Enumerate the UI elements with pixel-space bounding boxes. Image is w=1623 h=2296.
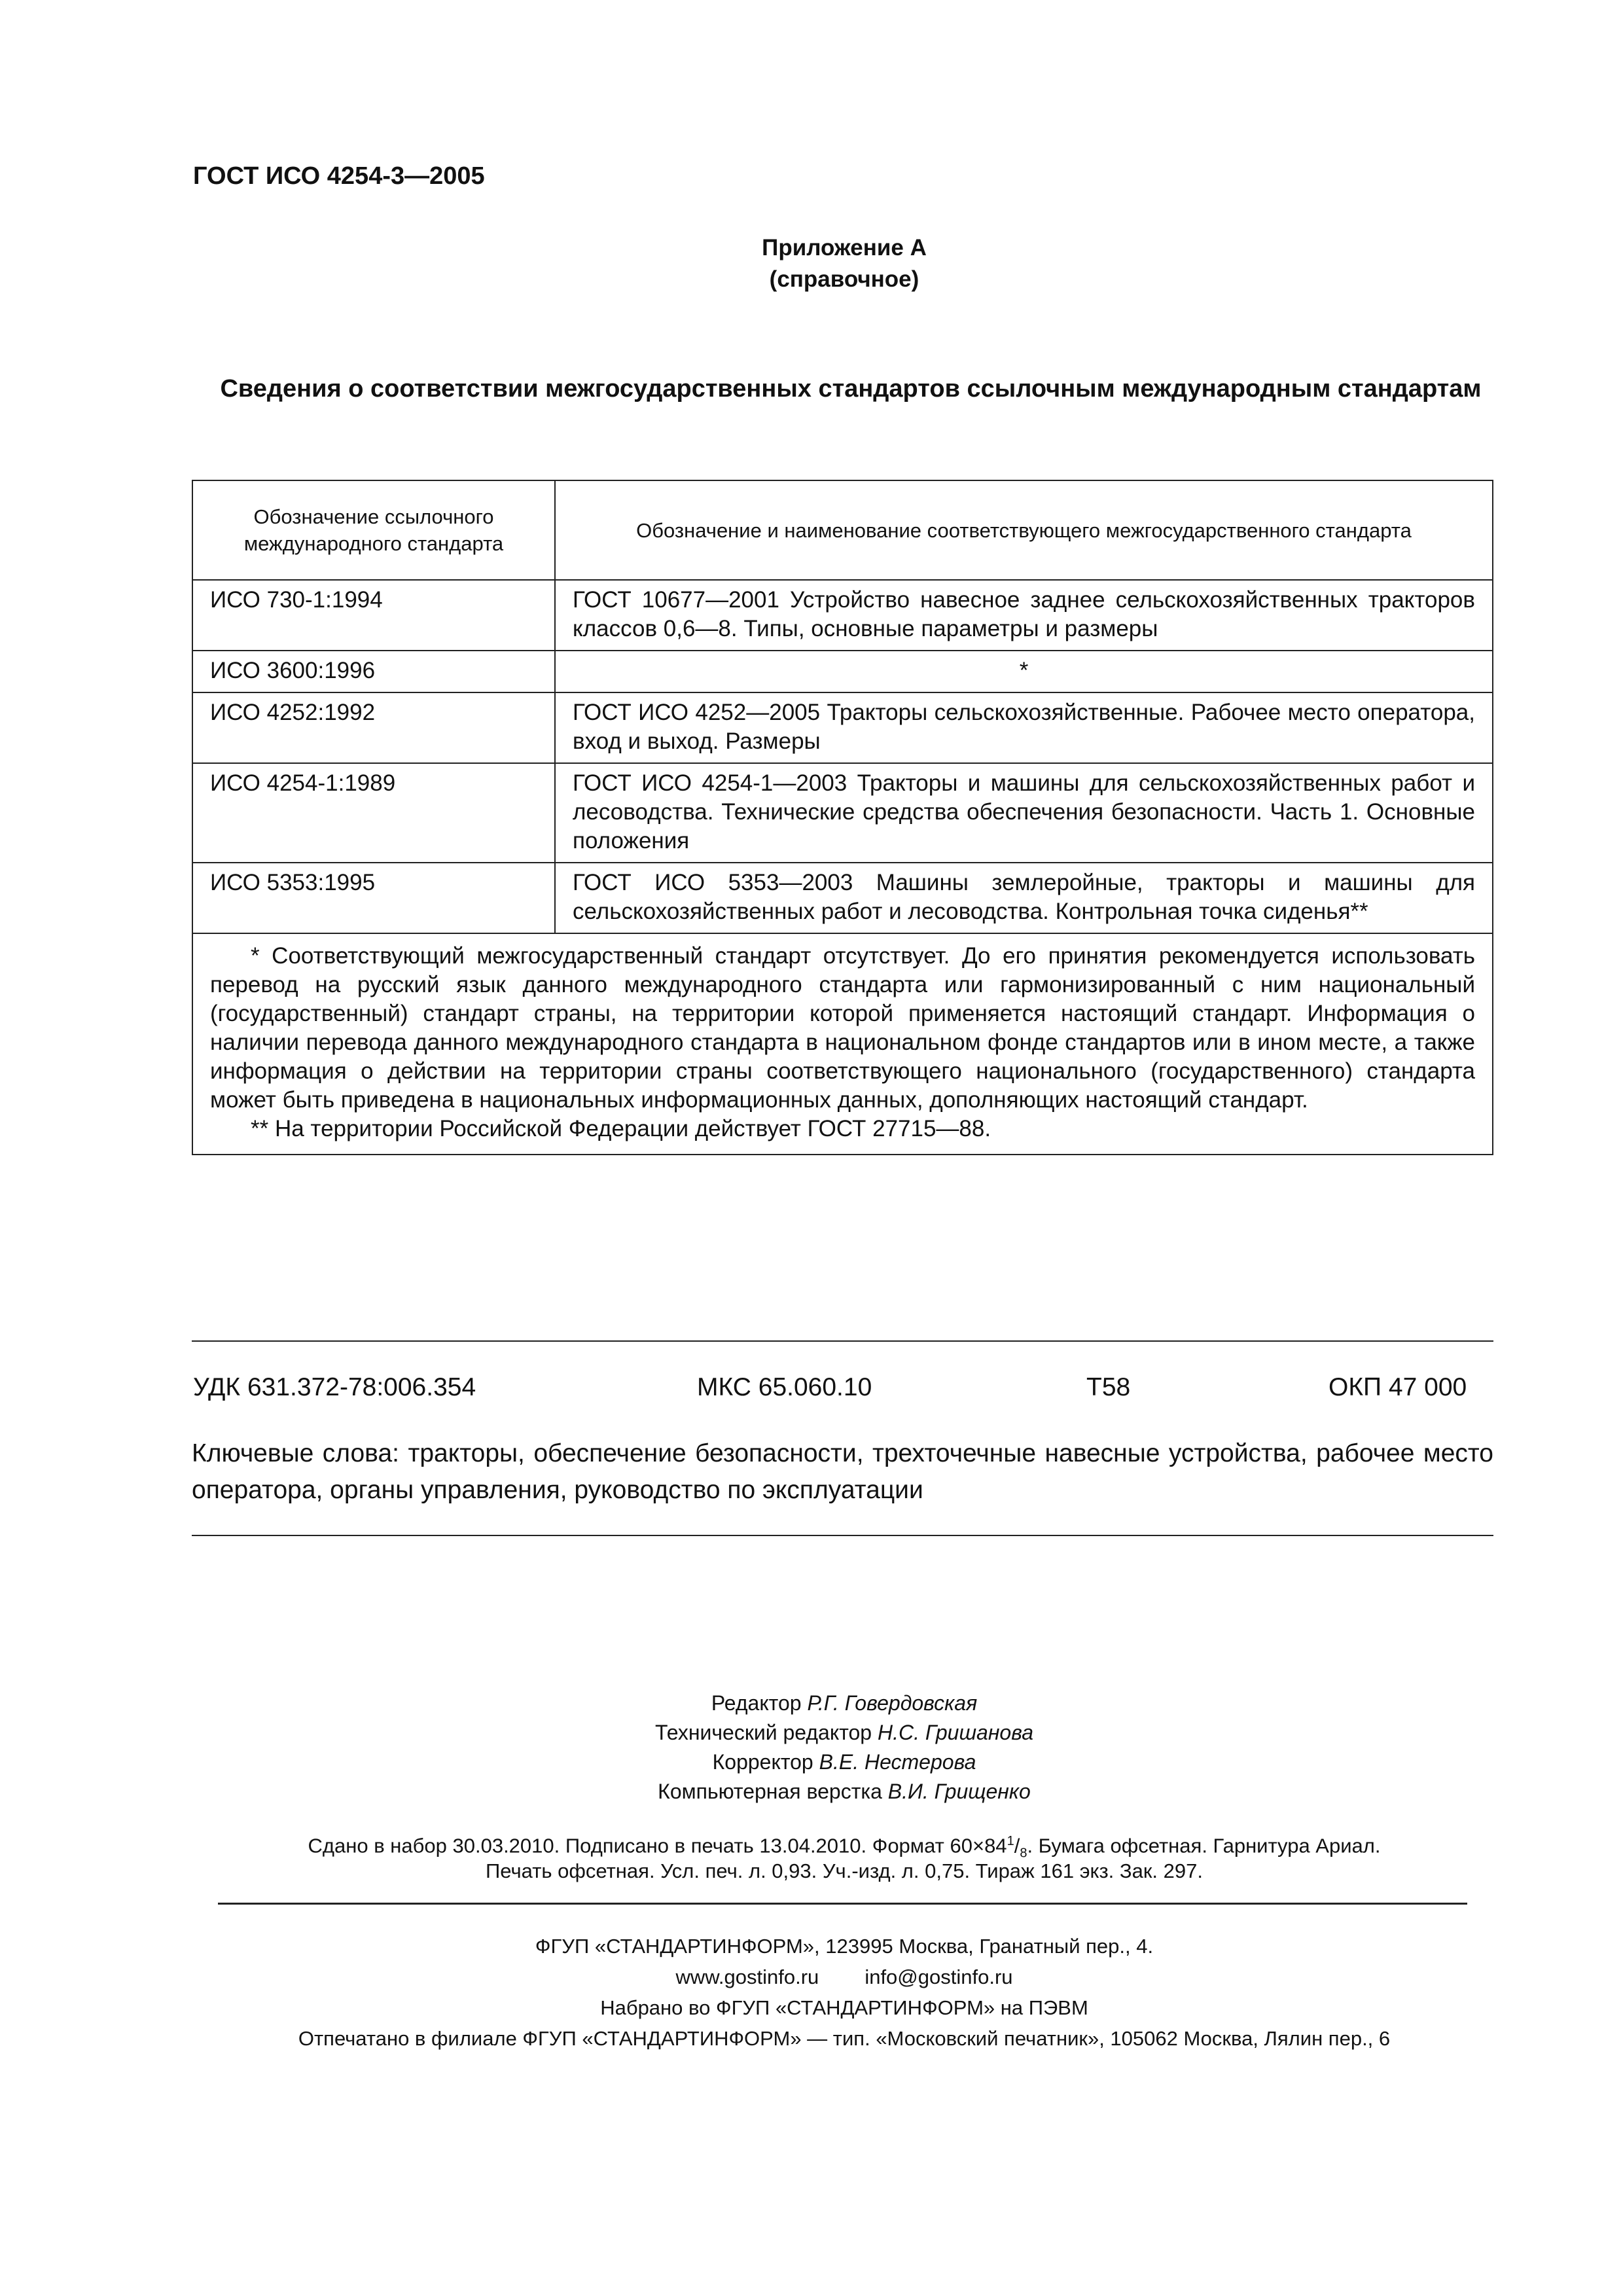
annex-type: (справочное)	[769, 266, 919, 292]
typeset-info: Набрано во ФГУП «СТАНДАРТИНФОРМ» на ПЭВМ	[600, 1996, 1088, 2019]
publisher-contacts	[196, 1962, 1492, 1992]
intl-standard-cell: ИСО 730-1:1994	[192, 580, 555, 651]
credit-proofreader: Корректор В.Е. Нестерова	[712, 1750, 976, 1774]
table-row	[192, 651, 1493, 692]
udk-code: УДК 631.372-78:006.354	[193, 1373, 476, 1401]
printed-info: Отпечатано в филиале ФГУП «СТАНДАРТИНФОРМ» — тип. «Московский печатник», 105062 Москва, Лялин пер., 6	[298, 2027, 1391, 2050]
table-row	[192, 763, 1493, 863]
table-notes-row	[192, 933, 1493, 1155]
credit-technical-editor: Технический редактор Н.С. Гришанова	[654, 1721, 1034, 1744]
national-standard-cell: *	[555, 651, 1493, 692]
header-national: Обозначение и наименование соответствующего межгосударственного стандарта	[555, 480, 1493, 580]
annex-title: Приложение А	[762, 235, 927, 260]
divider-publisher	[218, 1903, 1467, 1905]
credits	[524, 1689, 1165, 1806]
publication-line-1: Сдано в набор 30.03.2010. Подписано в печать 13.04.2010. Формат $60\times 84^1/_8$. Бумага офсетная. Гарнитура Ариал.	[308, 1834, 1381, 1861]
intl-standard-cell: ИСО 4252:1992	[192, 692, 555, 763]
intl-standard-cell: ИСО 4254-1:1989	[192, 763, 555, 863]
table-row	[192, 692, 1493, 763]
publication-line-2: Печать офсетная. Усл. печ. л. 0,93. Уч.-изд. л. 0,75. Тираж 161 экз. Зак. 297.	[485, 1859, 1203, 1882]
document-number: ГОСТ ИСО 4254-3—2005	[193, 162, 485, 190]
header-international: Обозначение ссылочного международного стандарта	[192, 480, 555, 580]
keywords: Ключевые слова: тракторы, обеспечение безопасности, трехточечные навесные устройства, рабочее место оператора, органы управления, руководство по эксплуатации	[192, 1439, 1493, 1504]
table-row	[192, 863, 1493, 933]
okp-code: ОКП 47 000	[1329, 1373, 1467, 1401]
footnote-2: ** На территории Российской Федерации действует ГОСТ 27715—88.	[251, 1116, 991, 1141]
table-row	[192, 580, 1493, 651]
divider-top	[192, 1340, 1493, 1342]
national-standard-cell: ГОСТ ИСО 5353—2003 Машины землеройные, тракторы и машины для сельскохозяйственных работ и лесоводства. Контрольная точка сиденья**	[555, 863, 1493, 933]
table-notes	[192, 933, 1493, 1155]
national-standard-cell: ГОСТ ИСО 4252—2005 Тракторы сельскохозяйственные. Рабочее место оператора, вход и выход. Размеры	[555, 692, 1493, 763]
national-standard-cell: ГОСТ ИСО 4254-1—2003 Тракторы и машины для сельскохозяйственных работ и лесоводства. Технические средства обеспечения безопасности. Часть 1. Основные положения	[555, 763, 1493, 863]
table-title: Сведения о соответствии межгосударственных стандартов ссылочным международным стандартам	[220, 375, 1482, 403]
intl-standard-cell: ИСО 3600:1996	[192, 651, 555, 692]
credit-layout: Компьютерная верстка В.И. Грищенко	[658, 1780, 1031, 1803]
website-link[interactable]: www.gostinfo.ru	[675, 1965, 819, 1988]
mks-code: МКС 65.060.10	[697, 1373, 872, 1401]
footnote-1: * Соответствующий межгосударственный стандарт отсутствует. До его принятия рекомендуется использовать перевод на русский язык данного международного стандарта или гармонизированный с ним национальный (государственный) стандарт страны, на территории которой применяется настоящий стандарт. Информация о наличии перевода данного международного стандарта в национальном фонде стандартов или в ином месте, а также информация о действии на территории страны соответствующего национального (государственного) стандарта может быть приведена в национальных информационных данных, дополняющих настоящий стандарт.	[210, 943, 1475, 1113]
publisher-footer	[196, 1931, 1492, 2054]
credit-editor: Редактор Р.Г. Говердовская	[711, 1691, 978, 1715]
divider-bottom	[192, 1535, 1493, 1536]
t-code: Т58	[1086, 1373, 1131, 1401]
email-link[interactable]: info@gostinfo.ru	[865, 1965, 1013, 1988]
table-header-row	[192, 480, 1493, 580]
correspondence-table	[192, 480, 1493, 1155]
intl-standard-cell: ИСО 5353:1995	[192, 863, 555, 933]
publisher-address: ФГУП «СТАНДАРТИНФОРМ», 123995 Москва, Гранатный пер., 4.	[535, 1935, 1154, 1958]
national-standard-cell: ГОСТ 10677—2001 Устройство навесное заднее сельскохозяйственных тракторов классов 0,6—8. Типы, основные параметры и размеры	[555, 580, 1493, 651]
